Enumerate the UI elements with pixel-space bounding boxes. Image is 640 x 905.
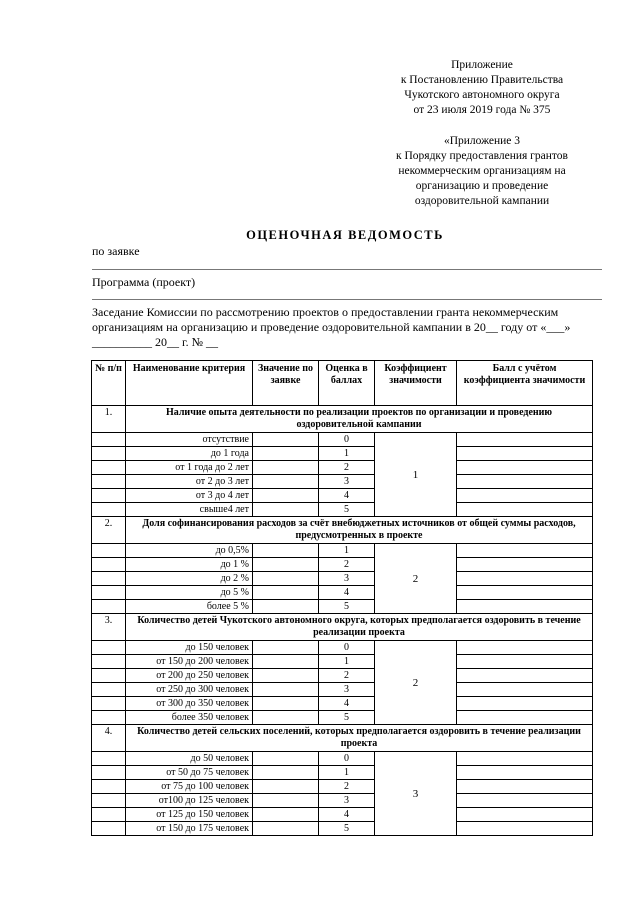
score-cell: 1 — [319, 447, 375, 461]
weighted-score-cell[interactable] — [457, 655, 593, 669]
table-row — [92, 544, 593, 558]
weighted-score-cell[interactable] — [457, 808, 593, 822]
weighted-score-cell[interactable] — [457, 544, 593, 558]
row-number-cell — [92, 683, 126, 697]
score-cell: 2 — [319, 558, 375, 572]
criterion-option: от 2 до 3 лет — [126, 475, 253, 489]
row-number-cell — [92, 641, 126, 655]
weighted-score-cell[interactable] — [457, 822, 593, 836]
appendix3-line: некоммерческим организациям на — [398, 165, 566, 177]
table-row — [92, 461, 593, 475]
score-cell: 5 — [319, 711, 375, 725]
value-cell[interactable] — [253, 489, 319, 503]
table-row — [92, 572, 593, 586]
appendix-line: Чукотского автономного округа — [404, 89, 560, 101]
row-number-cell — [92, 475, 126, 489]
section-title: Доля софинансирования расходов за счёт внебюджетных источников от общей суммы расходов, предусмотренных в проекте — [126, 517, 593, 544]
table-row — [92, 558, 593, 572]
weighted-score-cell[interactable] — [457, 572, 593, 586]
row-number-cell — [92, 655, 126, 669]
request-line — [92, 269, 602, 270]
value-cell[interactable] — [253, 822, 319, 836]
criterion-option: до 5 % — [126, 586, 253, 600]
criterion-option: от 50 до 75 человек — [126, 766, 253, 780]
value-cell[interactable] — [253, 586, 319, 600]
criterion-option: от 300 до 350 человек — [126, 697, 253, 711]
criterion-option: от 3 до 4 лет — [126, 489, 253, 503]
criterion-option: от 150 до 175 человек — [126, 822, 253, 836]
section-title: Количество детей Чукотского автономного округа, которых предполагается оздоровить в течение реализации проекта — [126, 614, 593, 641]
score-cell: 2 — [319, 461, 375, 475]
score-cell: 3 — [319, 794, 375, 808]
score-cell: 0 — [319, 641, 375, 655]
row-number-cell — [92, 433, 126, 447]
value-cell[interactable] — [253, 752, 319, 766]
table-row — [92, 711, 593, 725]
document-title: ОЦЕНОЧНАЯ ВЕДОМОСТЬ — [246, 228, 444, 242]
section-row — [92, 614, 593, 641]
score-cell: 0 — [319, 433, 375, 447]
table-row — [92, 808, 593, 822]
score-cell: 3 — [319, 572, 375, 586]
criterion-option: от100 до 125 человек — [126, 794, 253, 808]
table-row — [92, 503, 593, 517]
header-criterion: Наименование критерия — [126, 361, 253, 406]
value-cell[interactable] — [253, 655, 319, 669]
row-number-cell — [92, 461, 126, 475]
value-cell[interactable] — [253, 641, 319, 655]
value-cell[interactable] — [253, 600, 319, 614]
appendix-header — [380, 58, 584, 118]
criterion-option: свыше4 лет — [126, 503, 253, 517]
weighted-score-cell[interactable] — [457, 503, 593, 517]
row-number-cell — [92, 697, 126, 711]
value-cell[interactable] — [253, 558, 319, 572]
table-row — [92, 600, 593, 614]
appendix3-line: к Порядку предоставления грантов — [396, 150, 568, 162]
table-row — [92, 447, 593, 461]
section-row — [92, 725, 593, 752]
value-cell[interactable] — [253, 503, 319, 517]
weighted-score-cell[interactable] — [457, 489, 593, 503]
weighted-score-cell[interactable] — [457, 600, 593, 614]
score-cell: 4 — [319, 586, 375, 600]
weighted-score-cell[interactable] — [457, 669, 593, 683]
appendix3-line: организацию и проведение — [415, 180, 549, 192]
score-cell: 4 — [319, 697, 375, 711]
table-row — [92, 669, 593, 683]
table-row — [92, 489, 593, 503]
coefficient-cell: 1 — [375, 433, 457, 517]
table-row — [92, 766, 593, 780]
criterion-option: от 150 до 200 человек — [126, 655, 253, 669]
section-number: 4. — [92, 725, 126, 752]
row-number-cell — [92, 822, 126, 836]
row-number-cell — [92, 600, 126, 614]
value-cell[interactable] — [253, 475, 319, 489]
program-line — [92, 299, 602, 300]
criterion-option: до 2 % — [126, 572, 253, 586]
row-number-cell — [92, 752, 126, 766]
weighted-score-cell[interactable] — [457, 641, 593, 655]
score-cell: 3 — [319, 683, 375, 697]
row-number-cell — [92, 558, 126, 572]
header-coefficient: Коэффициент значимости — [375, 361, 457, 406]
table-row — [92, 780, 593, 794]
appendix-line: к Постановлению Правительства — [400, 74, 564, 86]
row-number-cell — [92, 766, 126, 780]
weighted-score-cell[interactable] — [457, 697, 593, 711]
weighted-score-cell[interactable] — [457, 711, 593, 725]
row-number-cell — [92, 586, 126, 600]
row-number-cell — [92, 808, 126, 822]
header-value: Значение по заявке — [253, 361, 319, 406]
weighted-score-cell[interactable] — [457, 558, 593, 572]
meeting-text: Заседание Комиссии по рассмотрению проектов о предоставлении гранта некоммерческим организациям на организацию и проведение оздоровительной кампании в 20__ году от «___» __________ 20__ г. № __ — [92, 305, 571, 349]
table-row — [92, 655, 593, 669]
by-request-label: по заявке — [92, 244, 140, 258]
score-cell: 5 — [319, 503, 375, 517]
weighted-score-cell[interactable] — [457, 433, 593, 447]
section-number: 3. — [92, 614, 126, 641]
value-cell[interactable] — [253, 461, 319, 475]
table-row — [92, 822, 593, 836]
appendix3-line: «Приложение 3 — [443, 135, 521, 147]
section-title: Наличие опыта деятельности по реализации проектов по организации и проведению оздоровительной кампании — [126, 406, 593, 433]
section-row — [92, 406, 593, 433]
score-cell: 4 — [319, 808, 375, 822]
row-number-cell — [92, 572, 126, 586]
criterion-option: от 200 до 250 человек — [126, 669, 253, 683]
score-cell: 5 — [319, 822, 375, 836]
table-row — [92, 683, 593, 697]
value-cell[interactable] — [253, 780, 319, 794]
appendix-line: от 23 июля 2019 года № 375 — [413, 104, 551, 116]
row-number-cell — [92, 780, 126, 794]
coefficient-cell: 2 — [375, 641, 457, 725]
value-cell[interactable] — [253, 683, 319, 697]
score-cell: 2 — [319, 780, 375, 794]
criterion-option: от 75 до 100 человек — [126, 780, 253, 794]
row-number-cell — [92, 669, 126, 683]
section-number: 2. — [92, 517, 126, 544]
table-row — [92, 697, 593, 711]
score-cell: 4 — [319, 489, 375, 503]
value-cell[interactable] — [253, 711, 319, 725]
table-row — [92, 641, 593, 655]
score-cell: 1 — [319, 544, 375, 558]
weighted-score-cell[interactable] — [457, 683, 593, 697]
header-weighted-score: Балл с учётом коэффициента значимости — [457, 361, 593, 406]
table-header-row — [92, 361, 593, 406]
weighted-score-cell[interactable] — [457, 586, 593, 600]
coefficient-cell: 2 — [375, 544, 457, 614]
weighted-score-cell[interactable] — [457, 780, 593, 794]
score-cell: 2 — [319, 669, 375, 683]
row-number-cell — [92, 544, 126, 558]
value-cell[interactable] — [253, 433, 319, 447]
score-cell: 3 — [319, 475, 375, 489]
section-title: Количество детей сельских поселений, которых предполагается оздоровить в течение реализации проекта — [126, 725, 593, 752]
criterion-option: более 5 % — [126, 600, 253, 614]
score-cell: 0 — [319, 752, 375, 766]
score-cell: 1 — [319, 655, 375, 669]
criterion-option: от 250 до 300 человек — [126, 683, 253, 697]
weighted-score-cell[interactable] — [457, 475, 593, 489]
criterion-option: до 50 человек — [126, 752, 253, 766]
criterion-option: до 0,5% — [126, 544, 253, 558]
row-number-cell — [92, 794, 126, 808]
weighted-score-cell[interactable] — [457, 752, 593, 766]
score-cell: 5 — [319, 600, 375, 614]
weighted-score-cell[interactable] — [457, 766, 593, 780]
criterion-option: до 150 человек — [126, 641, 253, 655]
weighted-score-cell[interactable] — [457, 794, 593, 808]
criterion-option: от 1 года до 2 лет — [126, 461, 253, 475]
value-cell[interactable] — [253, 766, 319, 780]
appendix-line: Приложение — [451, 59, 513, 71]
section-row — [92, 517, 593, 544]
score-cell: 1 — [319, 766, 375, 780]
appendix3-line: оздоровительной кампании — [414, 195, 550, 207]
table-row — [92, 475, 593, 489]
appendix3-header — [372, 134, 592, 209]
row-number-cell — [92, 503, 126, 517]
value-cell[interactable] — [253, 794, 319, 808]
row-number-cell — [92, 447, 126, 461]
value-cell[interactable] — [253, 572, 319, 586]
value-cell[interactable] — [253, 544, 319, 558]
header-number: № п/п — [92, 361, 126, 406]
value-cell[interactable] — [253, 808, 319, 822]
header-score: Оценка в баллах — [319, 361, 375, 406]
criterion-option: до 1 % — [126, 558, 253, 572]
criterion-option: до 1 года — [126, 447, 253, 461]
value-cell[interactable] — [253, 669, 319, 683]
coefficient-cell: 3 — [375, 752, 457, 836]
criterion-option: более 350 человек — [126, 711, 253, 725]
table-row — [92, 586, 593, 600]
program-label: Программа (проект) — [92, 275, 196, 289]
section-number: 1. — [92, 406, 126, 433]
table-row — [92, 794, 593, 808]
row-number-cell — [92, 489, 126, 503]
criterion-option: от 125 до 150 человек — [126, 808, 253, 822]
criterion-option: отсутствие — [126, 433, 253, 447]
value-cell[interactable] — [253, 697, 319, 711]
weighted-score-cell[interactable] — [457, 461, 593, 475]
weighted-score-cell[interactable] — [457, 447, 593, 461]
table-row — [92, 752, 593, 766]
value-cell[interactable] — [253, 447, 319, 461]
row-number-cell — [92, 711, 126, 725]
table-row — [92, 433, 593, 447]
evaluation-table — [91, 360, 593, 836]
